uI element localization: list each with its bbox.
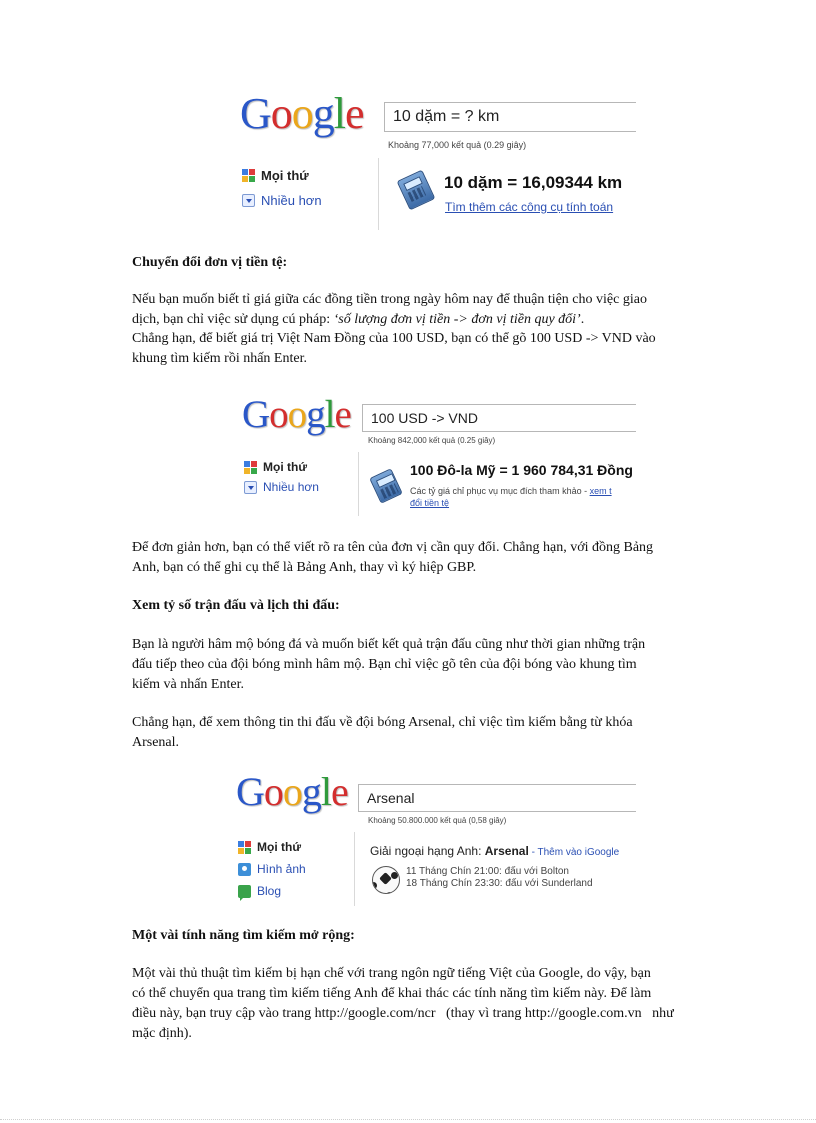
football-icon [372, 866, 400, 894]
google-screenshot-arsenal [232, 770, 636, 906]
dropdown-icon [244, 481, 257, 494]
text-line: Để đơn giản hơn, bạn có thể viết rõ ra tên của đơn vị cần quy đổi. Chẳng hạn, với đồng Bảng [132, 540, 654, 555]
blog-icon [238, 885, 251, 898]
sidebar [232, 832, 355, 906]
everything-icon [242, 169, 255, 182]
sidebar-item-images[interactable]: Hình ảnh [238, 862, 306, 876]
google-logo: Google [240, 90, 364, 138]
currency-link[interactable]: đổi tiền tệ [410, 498, 450, 508]
search-input[interactable]: 100 USD -> VND [362, 404, 636, 432]
text-line: mặc định). [132, 1026, 192, 1041]
more-calculators-link[interactable]: Tìm thêm các công cụ tính toán [445, 200, 614, 214]
see-more-link[interactable]: xem t [589, 486, 612, 496]
text-line: Arsenal. [132, 735, 180, 750]
google-logo: Google [242, 394, 351, 436]
everything-icon [244, 461, 257, 474]
conversion-result: 100 Đô-la Mỹ = 1 960 784,31 Đồng [410, 462, 633, 478]
text-line: Nếu bạn muốn biết tỉ giá giữa các đồng tiền trong ngày hôm nay để thuận tiện cho việc giao [132, 292, 647, 307]
sidebar-item-everything[interactable]: Mọi thứ [244, 460, 307, 474]
syntax-example: ‘số lượng đơn vị tiền -> đơn vị tiền quy đổi’ [333, 312, 581, 327]
google-logo: Google [236, 770, 348, 814]
text-line: đấu tiếp theo của đội bóng mình hâm mộ. Bạn chỉ việc gõ tên của đội bóng vào khung tìm [132, 657, 637, 672]
text-line: Anh, bạn có thể ghi cụ thể là Bảng Anh, thay vì ký hiệp GBP. [132, 560, 477, 575]
text-line: có thể chuyển qua trang tìm kiếm tiếng Anh để khai thác các tính năng tìm kiếm này. Để làm [132, 986, 652, 1001]
match-2: 18 Tháng Chín 23:30: đấu với Sunderland [406, 878, 593, 889]
league-line: Giải ngoại hạng Anh: Arsenal - Thêm vào iGoogle [370, 844, 620, 858]
text-line: kiếm và nhấn Enter. [132, 677, 244, 692]
everything-icon [238, 841, 251, 854]
team-name: Arsenal [484, 844, 529, 858]
search-input[interactable]: 10 dặm = ? km [384, 102, 636, 132]
google-screenshot-distance [234, 90, 636, 230]
camera-icon [238, 863, 251, 876]
heading-scores: Xem tỷ số trận đấu và lịch thi đấu: [132, 598, 340, 613]
text-line: Chẳng hạn, để biết giá trị Việt Nam Đồng của 100 USD, bạn có thể gõ 100 USD -> VND vào [132, 331, 656, 346]
result-stats: Khoảng 77,000 kết quả (0.29 giây) [388, 140, 527, 150]
sidebar-item-everything[interactable]: Mọi thứ [242, 168, 309, 183]
sidebar-item-blog[interactable]: Blog [238, 884, 281, 898]
match-1: 11 Tháng Chín 21:00: đấu với Bolton [406, 866, 569, 877]
text-line: điều này, bạn truy cập vào trang http://google.com/ncr (thay vì trang http://google.com.vn như [132, 1006, 674, 1021]
rate-note: Các tỷ giá chỉ phục vụ mục đích tham khảo - xem t [410, 486, 612, 496]
sidebar-item-more[interactable]: Nhiều hơn [244, 480, 319, 494]
sidebar-item-more[interactable]: Nhiều hơn [242, 193, 322, 208]
google-screenshot-currency [236, 394, 636, 516]
calculator-icon [397, 170, 436, 211]
heading-extended: Một vài tính năng tìm kiếm mở rộng: [132, 928, 355, 943]
result-stats: Khoảng 50.800.000 kết quả (0,58 giây) [368, 816, 507, 825]
text-line: Bạn là người hâm mộ bóng đá và muốn biết kết quả trận đấu cũng như thời gian những trận [132, 637, 646, 652]
page-footer-rule [0, 1119, 816, 1120]
add-igoogle-link[interactable]: - Thêm vào iGoogle [528, 847, 620, 858]
sidebar [234, 158, 379, 230]
text-line: dịch, bạn chỉ việc sử dụng cú pháp: ‘số lượng đơn vị tiền -> đơn vị tiền quy đổi’. [132, 312, 585, 327]
result-stats: Khoảng 842,000 kết quả (0.25 giây) [368, 436, 496, 445]
text-line: Một vài thủ thuật tìm kiếm bị hạn chế với trang ngôn ngữ tiếng Việt của Google, do vậy, bạn [132, 966, 651, 981]
text-line: khung tìm kiếm rồi nhấn Enter. [132, 351, 307, 366]
conversion-result: 10 dặm = 16,09344 km [444, 173, 623, 192]
search-input[interactable]: Arsenal [358, 784, 636, 812]
text-line: Chẳng hạn, để xem thông tin thi đấu về đội bóng Arsenal, chỉ việc tìm kiếm bằng từ khóa [132, 715, 633, 730]
sidebar [236, 452, 359, 516]
dropdown-icon [242, 194, 255, 207]
calculator-icon [369, 468, 403, 504]
heading-currency: Chuyển đổi đơn vị tiền tệ: [132, 255, 288, 270]
sidebar-item-everything[interactable]: Mọi thứ [238, 840, 301, 854]
